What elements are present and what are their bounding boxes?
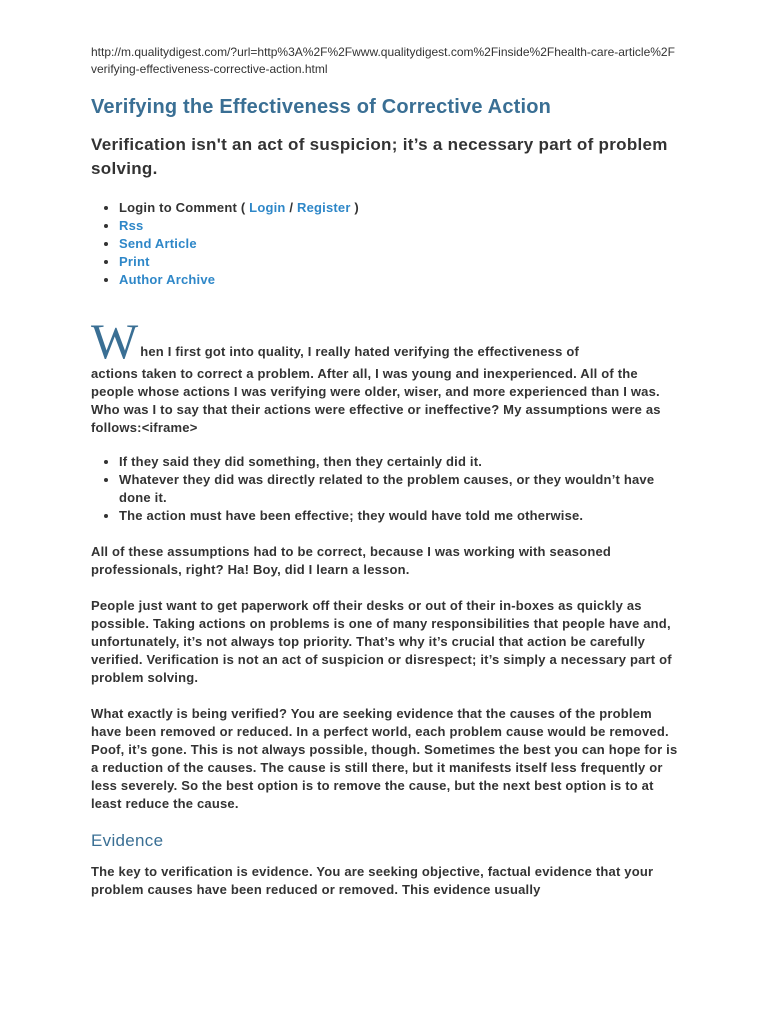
send-article-item bbox=[119, 235, 678, 253]
article-links-list bbox=[91, 199, 678, 289]
evidence-heading: Evidence bbox=[91, 831, 164, 850]
login-to-comment-item bbox=[119, 199, 678, 217]
intro-rest: actions taken to correct a problem. After all, I was young and inexperienced. All of the people whose actions I was verifying were older, wiser, and more experienced than I was. Who was I to say that their actions were effective or ineffective? My assumptions were as follows:<iframe> bbox=[91, 366, 661, 435]
author-archive-item bbox=[119, 271, 678, 289]
register-link[interactable]: Register bbox=[297, 200, 351, 215]
list-item: • The action must have been effective; they would have told me otherwise. bbox=[119, 507, 678, 525]
login-to-comment-prefix: Login to Comment ( bbox=[119, 200, 250, 215]
login-to-comment-suffix: ) bbox=[350, 200, 359, 215]
rss-link[interactable]: Rss bbox=[119, 218, 144, 233]
assumptions-list bbox=[91, 453, 678, 525]
login-link[interactable]: Login bbox=[249, 200, 286, 215]
body-paragraph: People just want to get paperwork off their desks or out of their in-boxes as quickly as possible. Taking actions on problems is one of many responsibilities that people have and, unfortunately, it’s not always top priority. That’s why it’s crucial that action be carefully verified. Verification is not an act of suspicion or disrespect; it’s simply a necessary part of problem solving. bbox=[91, 598, 672, 685]
login-register-separator: / bbox=[285, 200, 297, 215]
source-url: http://m.qualitydigest.com/?url=http%3A%2F%2Fwww.qualitydigest.com%2Finside%2Fhealth-care-article%2Fverifying-effectiveness-corrective-action.html bbox=[91, 45, 675, 76]
author-archive-link[interactable]: Author Archive bbox=[119, 272, 216, 287]
article-title: Verifying the Effectiveness of Corrective Action bbox=[91, 96, 552, 118]
drop-cap: W bbox=[91, 313, 139, 369]
print-item bbox=[119, 253, 678, 271]
intro-paragraph bbox=[91, 313, 678, 437]
print-link[interactable]: Print bbox=[119, 254, 150, 269]
intro-first-line: hen I first got into quality, I really hated verifying the effectiveness of bbox=[140, 344, 579, 359]
send-article-link[interactable]: Send Article bbox=[119, 236, 197, 251]
list-item: • If they said they did something, then they certainly did it. bbox=[119, 453, 678, 471]
list-item: • Whatever they did was directly related to the problem causes, or they wouldn’t have done it. bbox=[119, 471, 678, 507]
article-subtitle: Verification isn't an act of suspicion; it’s a necessary part of problem solving. bbox=[91, 135, 668, 178]
body-paragraph: All of these assumptions had to be correct, because I was working with seasoned professionals, right? Ha! Boy, did I learn a lesson. bbox=[91, 544, 612, 577]
rss-item bbox=[119, 217, 678, 235]
body-paragraph: What exactly is being verified? You are seeking evidence that the causes of the problem have been removed or reduced. In a perfect world, each problem cause would be removed. Poof, it’s gone. This is not always possible, though. Sometimes the best you can hope for is a reduction of the causes. The cause is still there, but it manifests itself less frequently or less severely. So the best option is to remove the cause, but the next best option is to at least reduce the cause. bbox=[91, 706, 678, 811]
evidence-paragraph: The key to verification is evidence. You are seeking objective, factual evidence that your problem causes have been reduced or removed. This evidence usually bbox=[91, 864, 654, 897]
